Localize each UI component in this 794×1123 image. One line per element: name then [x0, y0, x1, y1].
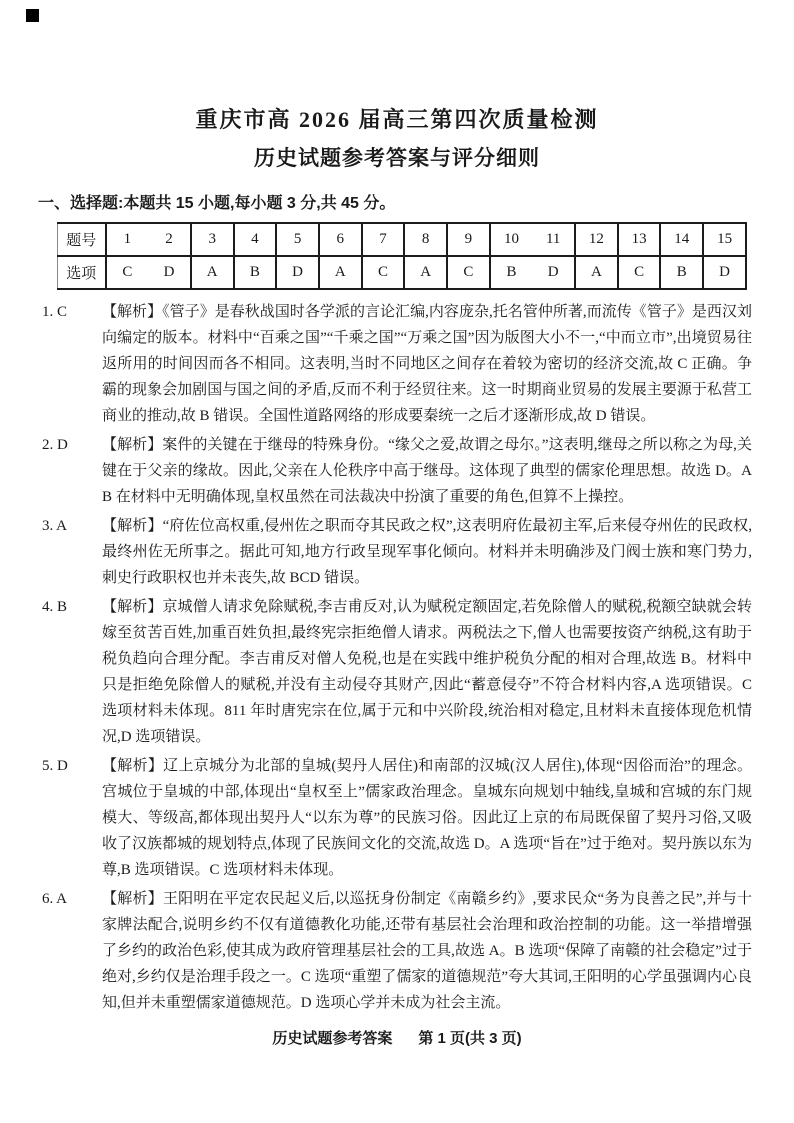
- scan-corner-mark: [26, 9, 39, 22]
- explanation-item-2: [42, 432, 754, 510]
- answer-option: C: [618, 256, 661, 289]
- explanation-item-6: [42, 886, 754, 1016]
- footer-document-name: 历史试题参考答案: [272, 1030, 393, 1047]
- explanation-label: 4. B: [42, 599, 68, 615]
- explanation-label: 2. D: [42, 437, 68, 453]
- footer-page-number: 第 1 页(共 3 页): [418, 1030, 522, 1047]
- row-label-question-number: 题号: [58, 223, 106, 256]
- document-subtitle: 历史试题参考答案与评分细则: [254, 147, 540, 170]
- explanation-text: 【解析】《管子》是春秋战国时各学派的言论汇编,内容庞杂,托名管仲所著,而流传《管子》是西汉刘向编定的版本。材料中“百乘之国”“千乘之国”“万乘之国”因为版图大小不一,“中而立市”,出境贸易往返所用的时间因而各不相同。这表明,当时不同地区之间存在着较为密切的经济交流,故 C 正确。争霸的现象会加剧国与国之间的矛盾,反而不利于经贸往来。这一时期商业贸易的发展主要源于私营工商业的推动,故 B 错误。全国性道路网络的形成要秦统一之后才逐渐形成,故 D 错误。: [102, 304, 752, 424]
- exam-title: 重庆市高 2026 届高三第四次质量检测: [195, 107, 599, 132]
- answer-option: D: [276, 256, 319, 289]
- question-number: 6: [319, 223, 362, 256]
- answer-table: [57, 222, 747, 290]
- answer-option: A: [319, 256, 362, 289]
- question-number: 14: [660, 223, 703, 256]
- explanation-text: 【解析】辽上京城分为北部的皇城(契丹人居住)和南部的汉城(汉人居住),体现“因俗而治”的理念。宫城位于皇城的中部,体现出“皇权至上”儒家政治理念。皇城东向规划中轴线,皇城和宫城的东门规模大、等级高,都体现出契丹人“以东为尊”的民族习俗。因此辽上京的布局既保留了契丹习俗,又吸收了汉族都城的规划特点,体现了民族间文化的交流,故选 D。A 选项“旨在”过于绝对。契丹族以东为尊,B 选项错误。C 选项材料未体现。: [102, 758, 752, 878]
- question-number: 3: [191, 223, 234, 256]
- answer-option: A: [575, 256, 618, 289]
- explanation-list: [42, 299, 754, 1016]
- explanation-label: 6. A: [42, 891, 68, 907]
- answer-option: C: [106, 256, 149, 289]
- explanation-item-5: [42, 753, 754, 883]
- question-number: 2: [148, 223, 191, 256]
- answer-option: C: [447, 256, 490, 289]
- section-heading: 一、选择题:本题共 15 小题,每小题 3 分,共 45 分。: [38, 195, 396, 212]
- answer-option: A: [404, 256, 447, 289]
- explanation-item-1: [42, 299, 754, 429]
- question-number: 8: [404, 223, 447, 256]
- answer-option: D: [148, 256, 191, 289]
- question-number: 9: [447, 223, 490, 256]
- answer-option: B: [490, 256, 533, 289]
- question-number: 11: [532, 223, 575, 256]
- explanation-text: 【解析】“府佐位高权重,侵州佐之职而夺其民政之权”,这表明府佐最初主军,后来侵夺州佐的民政权,最终州佐无所事之。据此可知,地方行政呈现军事化倾向。材料并未明确涉及门阀士族和寒门势力,刺史行政职权也并未丧失,故 BCD 错误。: [102, 518, 752, 586]
- answer-option: B: [234, 256, 277, 289]
- answer-option: C: [362, 256, 405, 289]
- explanation-label: 3. A: [42, 518, 68, 534]
- question-number: 1: [106, 223, 149, 256]
- row-label-option: 选项: [58, 256, 106, 289]
- explanation-item-4: [42, 594, 754, 750]
- explanation-text: 【解析】王阳明在平定农民起义后,以巡抚身份制定《南赣乡约》,要求民众“务为良善之民”,并与十家牌法配合,说明乡约不仅有道德教化功能,还带有基层社会治理和政治控制的功能。这一举措增强了乡约的政治色彩,使其成为政府管理基层社会的工具,故选 A。B 选项“保障了南赣的社会稳定”过于绝对,乡约仅是治理手段之一。C 选项“重塑了儒家的道德规范”夸大其词,王阳明的心学虽强调内心良知,但并未重塑儒家道德规范。D 选项心学并未成为社会主流。: [102, 891, 752, 1011]
- explanation-text: 【解析】案件的关键在于继母的特殊身份。“缘父之爱,故谓之母尔。”这表明,继母之所以称之为母,关键在于父亲的缘故。因此,父亲在人伦秩序中高于继母。这体现了典型的儒家伦理思想。故选 D。AB 在材料中无明确体现,皇权虽然在司法裁决中扮演了重要的角色,但算不上操控。: [102, 437, 752, 505]
- question-number: 5: [276, 223, 319, 256]
- question-number: 7: [362, 223, 405, 256]
- answer-table-number-row: [58, 223, 747, 256]
- answer-table-option-row: [58, 256, 747, 289]
- question-number: 10: [490, 223, 533, 256]
- page-footer: [0, 1027, 794, 1048]
- answer-option: D: [703, 256, 746, 289]
- explanation-item-3: [42, 513, 754, 591]
- explanation-label: 5. D: [42, 758, 68, 774]
- explanation-label: 1. C: [42, 304, 68, 320]
- question-number: 4: [234, 223, 277, 256]
- question-number: 13: [618, 223, 661, 256]
- answer-option: A: [191, 256, 234, 289]
- question-number: 15: [703, 223, 746, 256]
- question-number: 12: [575, 223, 618, 256]
- explanation-text: 【解析】京城僧人请求免除赋税,李吉甫反对,认为赋税定额固定,若免除僧人的赋税,税额空缺就会转嫁至贫苦百姓,加重百姓负担,最终宪宗拒绝僧人请求。两税法之下,僧人也需要按资产纳税,这有助于税负趋向合理分配。李吉甫反对僧人免税,也是在实践中维护税负分配的相对合理,故选 B。材料中只是拒绝免除僧人的赋税,并没有主动侵夺其财产,因此“蓄意侵夺”不符合材料内容,A 选项错误。C 选项材料未体现。811 年时唐宪宗在位,属于元和中兴阶段,统治相对稳定,且材料未直接体现危机情况,D 选项错误。: [102, 599, 752, 745]
- answer-option: D: [532, 256, 575, 289]
- answer-option: B: [660, 256, 703, 289]
